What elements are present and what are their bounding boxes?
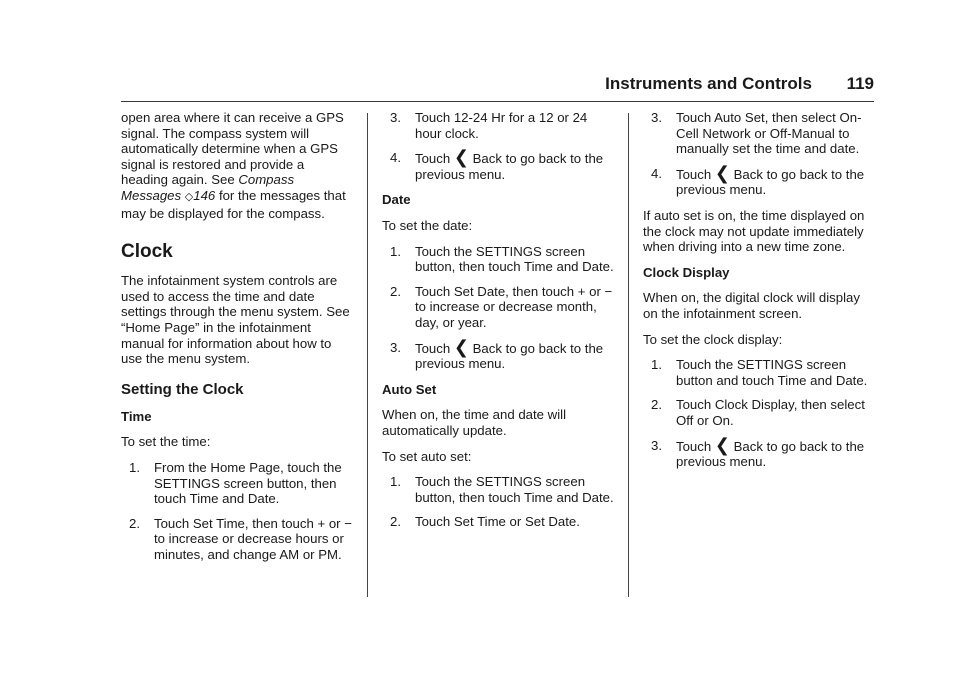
date-steps xyxy=(382,244,614,372)
compass-paragraph: open area where it can receive a GPS signal. The compass system will automatically determine when a GPS signal is restored and provide a heading again. See Compass Messages ◇146 for the messages that may be displayed for the compass. xyxy=(121,110,346,221)
list-item: 1. Touch the SETTINGS screen button, then touch Time and Date. xyxy=(390,243,614,275)
auto-set-steps-continued xyxy=(643,110,875,198)
clock-paragraph: The infotainment system controls are used to access the time and date settings through the menu system. See “Home Page” in the infotainment manual for information about how to use the menu system. xyxy=(121,273,350,367)
list-item: 3. Touch Auto Set, then select On-Cell Network or Off-Manual to manually set the time and date. xyxy=(651,110,862,157)
back-icon: ❮ xyxy=(714,434,730,455)
time-steps-continued xyxy=(382,110,614,182)
list-item: 1. From the Home Page, touch the SETTINGS screen button, then touch Time and Date. xyxy=(129,459,342,507)
clock-display-heading: Clock Display xyxy=(643,264,730,280)
back-icon: ❮ xyxy=(453,336,469,357)
auto-set-heading: Auto Set xyxy=(382,381,437,397)
list-item: 2. Touch Set Time, then touch + or − to increase or decrease hours or minutes, and change AM or PM. xyxy=(129,515,352,562)
list-item: 4. Touch ❮ Back to go back to the previous menu. xyxy=(390,147,604,182)
clock-display-intro: To set the clock display: xyxy=(643,331,783,347)
setting-clock-heading: Setting the Clock xyxy=(121,380,244,398)
header-rule xyxy=(121,101,874,102)
list-item: 4. Touch ❮ Back to go back to the previous menu. xyxy=(651,162,865,198)
list-item: 2. Touch Clock Display, then select Off or On. xyxy=(651,397,865,428)
clock-heading: Clock xyxy=(121,241,173,263)
auto-set-note: If auto set is on, the time displayed on the clock may not update immediately when driving into a new time zone. xyxy=(643,207,865,255)
auto-set-intro: To set auto set: xyxy=(382,448,472,464)
list-item: 2. Touch Set Time or Set Date. xyxy=(390,514,580,530)
column-divider xyxy=(367,113,368,597)
clock-display-paragraph: When on, the digital clock will display on the infotainment screen. xyxy=(643,290,860,321)
back-icon: ❮ xyxy=(714,162,730,183)
page-header xyxy=(121,74,874,98)
section-title: Instruments and Controls xyxy=(605,74,812,93)
list-item: 3. Touch ❮ Back to go back to the previous menu. xyxy=(390,336,604,372)
compass-messages-link[interactable]: Compass Messages xyxy=(121,172,295,203)
column-3 xyxy=(643,110,875,480)
date-intro: To set the date: xyxy=(382,217,473,233)
back-icon: ❮ xyxy=(453,147,469,168)
time-intro: To set the time: xyxy=(121,434,211,450)
page-reference-icon: ◇ xyxy=(184,190,194,203)
list-item: 3. Touch ❮ Back to go back to the previous menu. xyxy=(651,434,865,470)
column-1 xyxy=(121,110,353,572)
list-item: 1. Touch the SETTINGS screen button and touch Time and Date. xyxy=(651,357,868,388)
time-steps xyxy=(121,460,353,563)
date-heading: Date xyxy=(382,192,411,208)
list-item: 2. Touch Set Date, then touch + or − to increase or decrease month, day, or year. xyxy=(390,283,613,330)
time-heading: Time xyxy=(121,408,152,424)
list-item: 1. Touch the SETTINGS screen button, then touch Time and Date. xyxy=(390,474,614,505)
auto-set-steps xyxy=(382,474,614,530)
auto-set-paragraph: When on, the time and date will automatically update. xyxy=(382,407,566,438)
column-divider xyxy=(628,113,629,597)
clock-display-steps xyxy=(643,357,875,470)
page-number: 119 xyxy=(846,74,874,93)
list-item: 3. Touch 12-24 Hr for a 12 or 24 hour clock. xyxy=(390,110,588,141)
page-ref[interactable]: 146 xyxy=(193,187,216,203)
column-2 xyxy=(382,110,614,540)
